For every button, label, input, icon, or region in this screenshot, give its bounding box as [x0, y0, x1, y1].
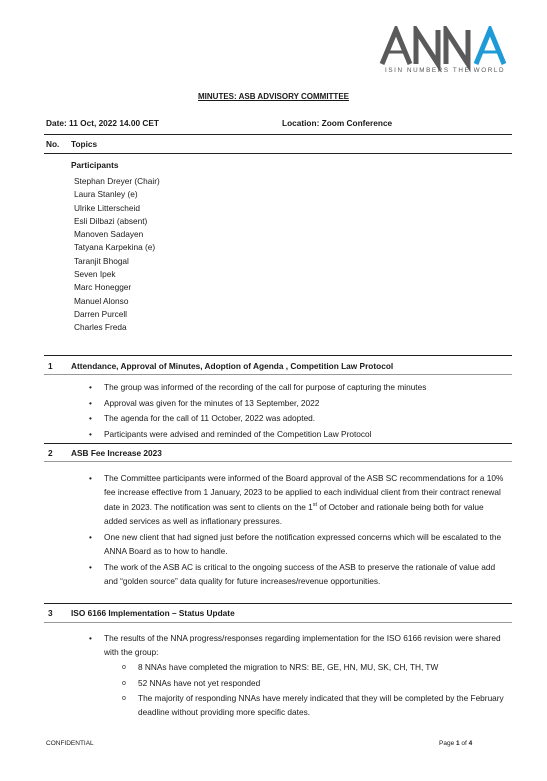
logo-tagline: ISIN NUMBERS THE WORLD	[385, 67, 506, 74]
bullet-item: • One new client that had signed just before the notification expressed concerns which will be escalated to the ANNA Board as to how to handle.	[89, 532, 502, 556]
divider	[44, 603, 512, 604]
section-title: ISO 6166 Implementation – Status Update	[71, 608, 235, 618]
participant: Seven Ipek	[74, 269, 116, 280]
section-3-bullets	[89, 632, 508, 720]
section-number: 3	[48, 608, 53, 618]
divider	[44, 153, 512, 154]
bullet-item: • The agenda for the call of 11 October, 2022 was adopted.	[89, 413, 316, 424]
section-number: 2	[48, 448, 53, 458]
meeting-date: Date: 11 Oct, 2022 14.00 CET	[46, 118, 159, 128]
sub-bullet-list	[122, 661, 508, 719]
section-1-bullets	[89, 380, 508, 442]
participants-list	[74, 175, 160, 335]
participant: Marc Honegger	[74, 282, 132, 293]
column-header-no: No.	[46, 139, 60, 149]
sub-bullet-item: o 52 NNAs have not yet responded	[122, 677, 261, 688]
divider	[44, 355, 512, 356]
participant: Esli Dilbazi (absent)	[74, 215, 148, 226]
confidential-label: CONFIDENTIAL	[46, 740, 94, 747]
participant: Charles Freda	[74, 322, 127, 333]
section-2-bullets	[89, 472, 508, 589]
page-number: Page 1 of 4	[439, 740, 473, 747]
column-header-topics: Topics	[71, 139, 98, 149]
participant: Darren Purcell	[74, 308, 128, 319]
meeting-location: Location: Zoom Conference	[282, 118, 393, 128]
section-number: 1	[48, 361, 53, 371]
sub-bullet-item: o 8 NNAs have completed the migration to NRS: BE, GE, HN, MU, SK, CH, TH, TW	[122, 662, 439, 673]
page-title: MINUTES: ASB ADVISORY COMMITTEE	[198, 92, 349, 101]
participant: Tatyana Karpekina (e)	[74, 242, 156, 253]
bullet-item: • The work of the ASB AC is critical to the ongoing success of the ASB to preserve the rationale of value add and “golden source” data quality for future increases/revenue opportunities.	[89, 562, 496, 586]
bullet-item: • Participants were advised and reminded of the Competition Law Protocol	[89, 428, 372, 439]
bullet-item: • The group was informed of the recording of the call for purpose of capturing the minutes	[89, 382, 427, 392]
participant: Stephan Dreyer (Chair)	[74, 176, 160, 186]
bullet-item: • The Committee participants were informed of the Board approval of the ASB SC recommendations for a 10% fee increase effective from 1 January, 2023 to be applied to each individual client from their contract renewal date in 2023. The notification was sent to clients on the 1st of October and rationale being both for value added services as well as inflationary pressures.	[89, 473, 504, 526]
participant: Manuel Alonso	[74, 295, 129, 306]
participant: Laura Stanley (e)	[74, 189, 138, 200]
sub-bullet-item: o The majority of responding NNAs have merely indicated that they will be completed by the February deadline without providing more specific dates.	[122, 693, 504, 717]
divider	[44, 461, 512, 462]
divider	[44, 443, 512, 444]
section-title: Attendance, Approval of Minutes, Adoption of Agenda , Competition Law Protocol	[71, 361, 394, 371]
bullet-item: • Approval was given for the minutes of 13 September, 2022	[89, 397, 320, 408]
divider	[44, 622, 512, 623]
participants-heading: Participants	[71, 160, 119, 170]
section-title: ASB Fee Increase 2023	[71, 448, 162, 458]
participant: Manoven Sadayen	[74, 229, 144, 240]
bullet-item: • The results of the NNA progress/responses regarding implementation for the ISO 6166 revision were shared with the group: o 8 NNAs have completed the migration to NRS: BE, GE, HN, MU, SK, CH, TH, TW o 52 NNAs have not yet responded o The majority of responding NNAs have merely indicated that they will be completed by the February deadline without providing more specific dates.	[104, 632, 508, 720]
participant: Taranjit Bhogal	[74, 255, 129, 266]
divider	[44, 374, 512, 375]
participant: Ulrike Litterscheid	[74, 202, 140, 213]
divider	[44, 134, 512, 135]
